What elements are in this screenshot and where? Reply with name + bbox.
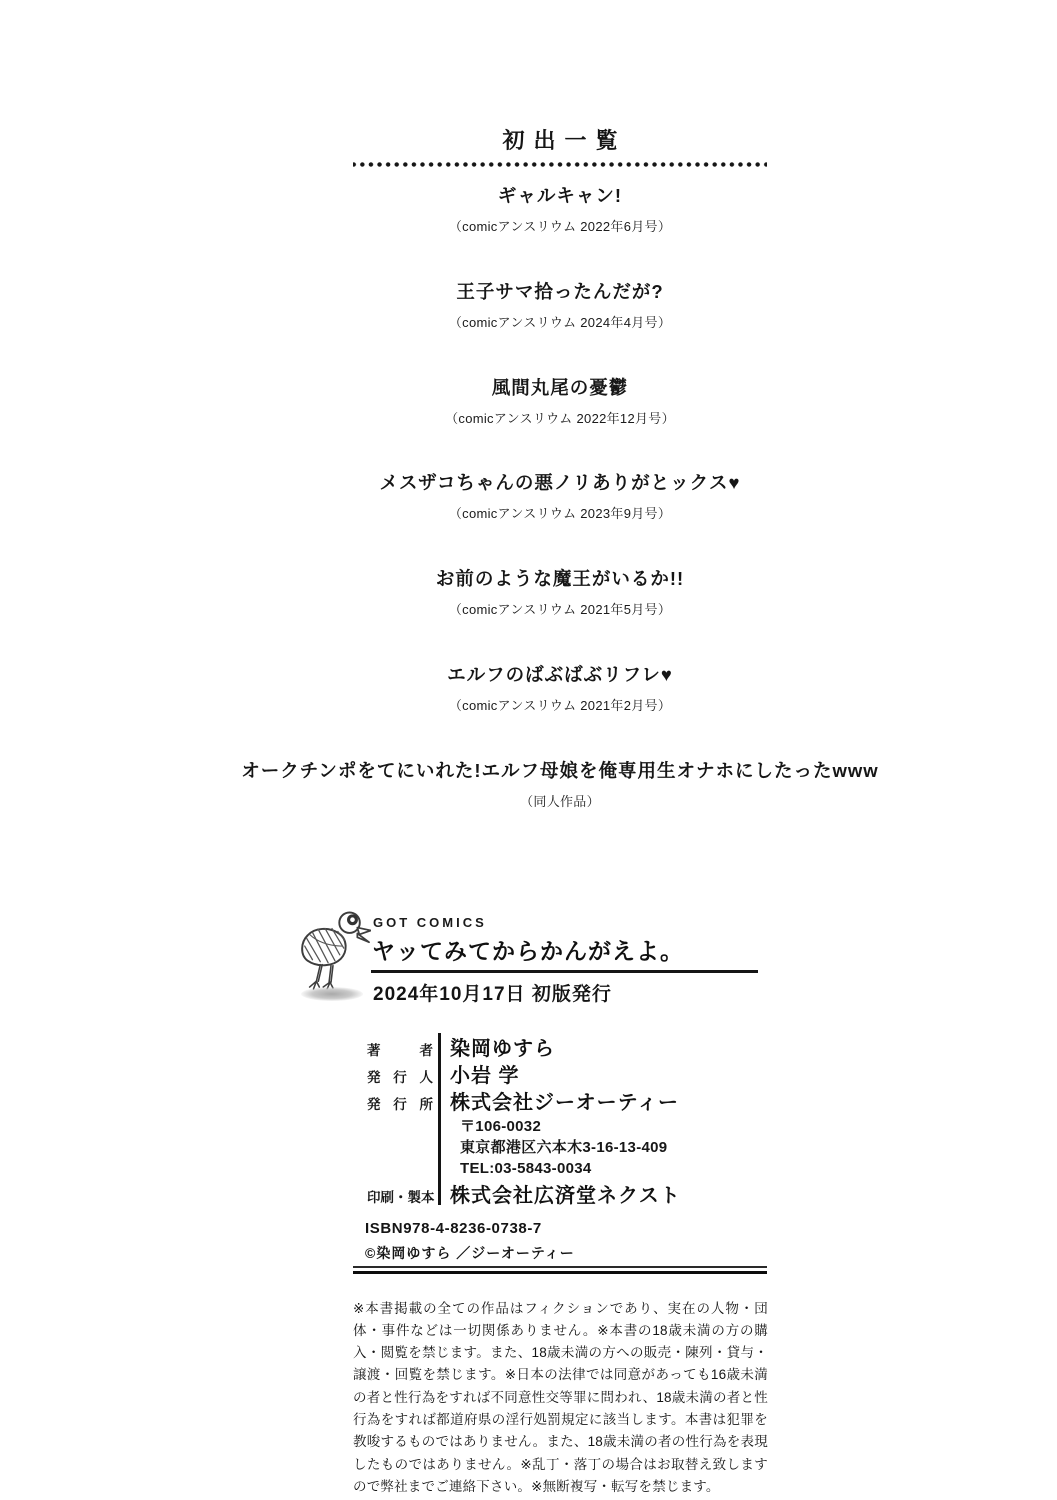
work-title: お前のような魔王がいるか!! bbox=[435, 568, 685, 589]
double-rule bbox=[353, 1266, 767, 1274]
list-item bbox=[228, 182, 892, 235]
credit-value-publisher: 株式会社ジーオーティー bbox=[450, 1092, 679, 1114]
work-title: 王子サマ拾ったんだが? bbox=[456, 281, 664, 302]
list-item bbox=[228, 757, 892, 810]
credits-divider bbox=[438, 1033, 441, 1205]
book-title: ヤッてみてからかんがえよ。 bbox=[372, 938, 684, 964]
list-item bbox=[228, 469, 892, 522]
credit-label-publisher-person: 発行人 bbox=[367, 1070, 433, 1085]
publisher-credits bbox=[365, 1030, 767, 1212]
credit-value-printer: 株式会社広済堂ネクスト bbox=[450, 1185, 681, 1207]
work-source: （comicアンスリウム 2021年5月号） bbox=[448, 602, 672, 617]
work-title: ギャルキャン! bbox=[497, 185, 623, 206]
credit-label-author: 著者 bbox=[367, 1043, 433, 1058]
work-title: メスザコちゃんの悪ノリありがとックス♥ bbox=[379, 472, 741, 493]
edition-date: 2024年10月17日 初版発行 bbox=[373, 984, 612, 1005]
list-item bbox=[228, 565, 892, 618]
isbn-block bbox=[365, 1220, 575, 1263]
work-title: 風間丸尾の憂鬱 bbox=[491, 377, 629, 398]
logo-shadow bbox=[301, 987, 363, 1001]
work-source: （comicアンスリウム 2023年9月号） bbox=[448, 506, 672, 521]
copyright-line: ©染岡ゆすら ／ジーオーティー bbox=[365, 1245, 575, 1261]
dotted-divider bbox=[353, 162, 767, 167]
address-line: 東京都港区六本木3-16-13-409 bbox=[460, 1139, 668, 1156]
credit-label-printer: 印刷・製本 bbox=[367, 1190, 435, 1205]
colophon-header bbox=[293, 903, 773, 1013]
work-source: （comicアンスリウム 2024年4月号） bbox=[448, 315, 672, 330]
work-source: （comicアンスリウム 2022年6月号） bbox=[448, 219, 672, 234]
work-title: オークチンポをてにいれた!エルフ母娘を俺専用生オナホにしたったwww bbox=[241, 760, 879, 781]
isbn: ISBN978-4-8236-0738-7 bbox=[365, 1220, 542, 1237]
work-source: （comicアンスリウム 2022年12月号） bbox=[445, 411, 675, 426]
list-title: 初出一覧 bbox=[502, 128, 627, 153]
work-source: （comicアンスリウム 2021年2月号） bbox=[448, 698, 672, 713]
list-item bbox=[228, 374, 892, 427]
legal-disclaimer: ※本書掲載の全ての作品はフィクションであり、実在の人物・団体・事件などは一切関係ありません。※本書の18歳未満の方の購入・閲覧を禁じます。また、18歳未満の方への販売・陳列・貸与・譲渡・回覧を禁じます。※日本の法律では同意があっても16歳未満の者と性行為をすれば不同意性交等罪に問われ、18歳未満の者と性行為をすれば都道府県の淫行処罰規定に該当します。本書は犯罪を教唆するものではありません。また、18歳未満の者の性行為を表現したものではありません。※乱丁・落丁の場合はお取替え致しますので弊社までご連絡下さい。※無断複写・転写を禁じます。 bbox=[353, 1300, 768, 1494]
imprint-name: GOT COMICS bbox=[373, 915, 487, 930]
first-publication-list bbox=[228, 124, 892, 809]
credit-value-publisher-person: 小岩 学 bbox=[450, 1065, 520, 1087]
credit-value-author: 染岡ゆすら bbox=[450, 1038, 555, 1060]
title-rule bbox=[371, 970, 758, 973]
bird-logo-icon bbox=[293, 909, 371, 991]
work-source: （同人作品） bbox=[520, 794, 600, 809]
credit-label-publisher: 発行所 bbox=[367, 1097, 433, 1112]
list-item bbox=[228, 661, 892, 714]
postal-code: 〒106-0032 bbox=[460, 1118, 542, 1135]
work-title: エルフのばぶばぶリフレ♥ bbox=[447, 664, 673, 685]
publisher-address bbox=[460, 1116, 667, 1179]
phone-number: TEL:03-5843-0034 bbox=[460, 1160, 592, 1177]
list-item bbox=[228, 278, 892, 331]
